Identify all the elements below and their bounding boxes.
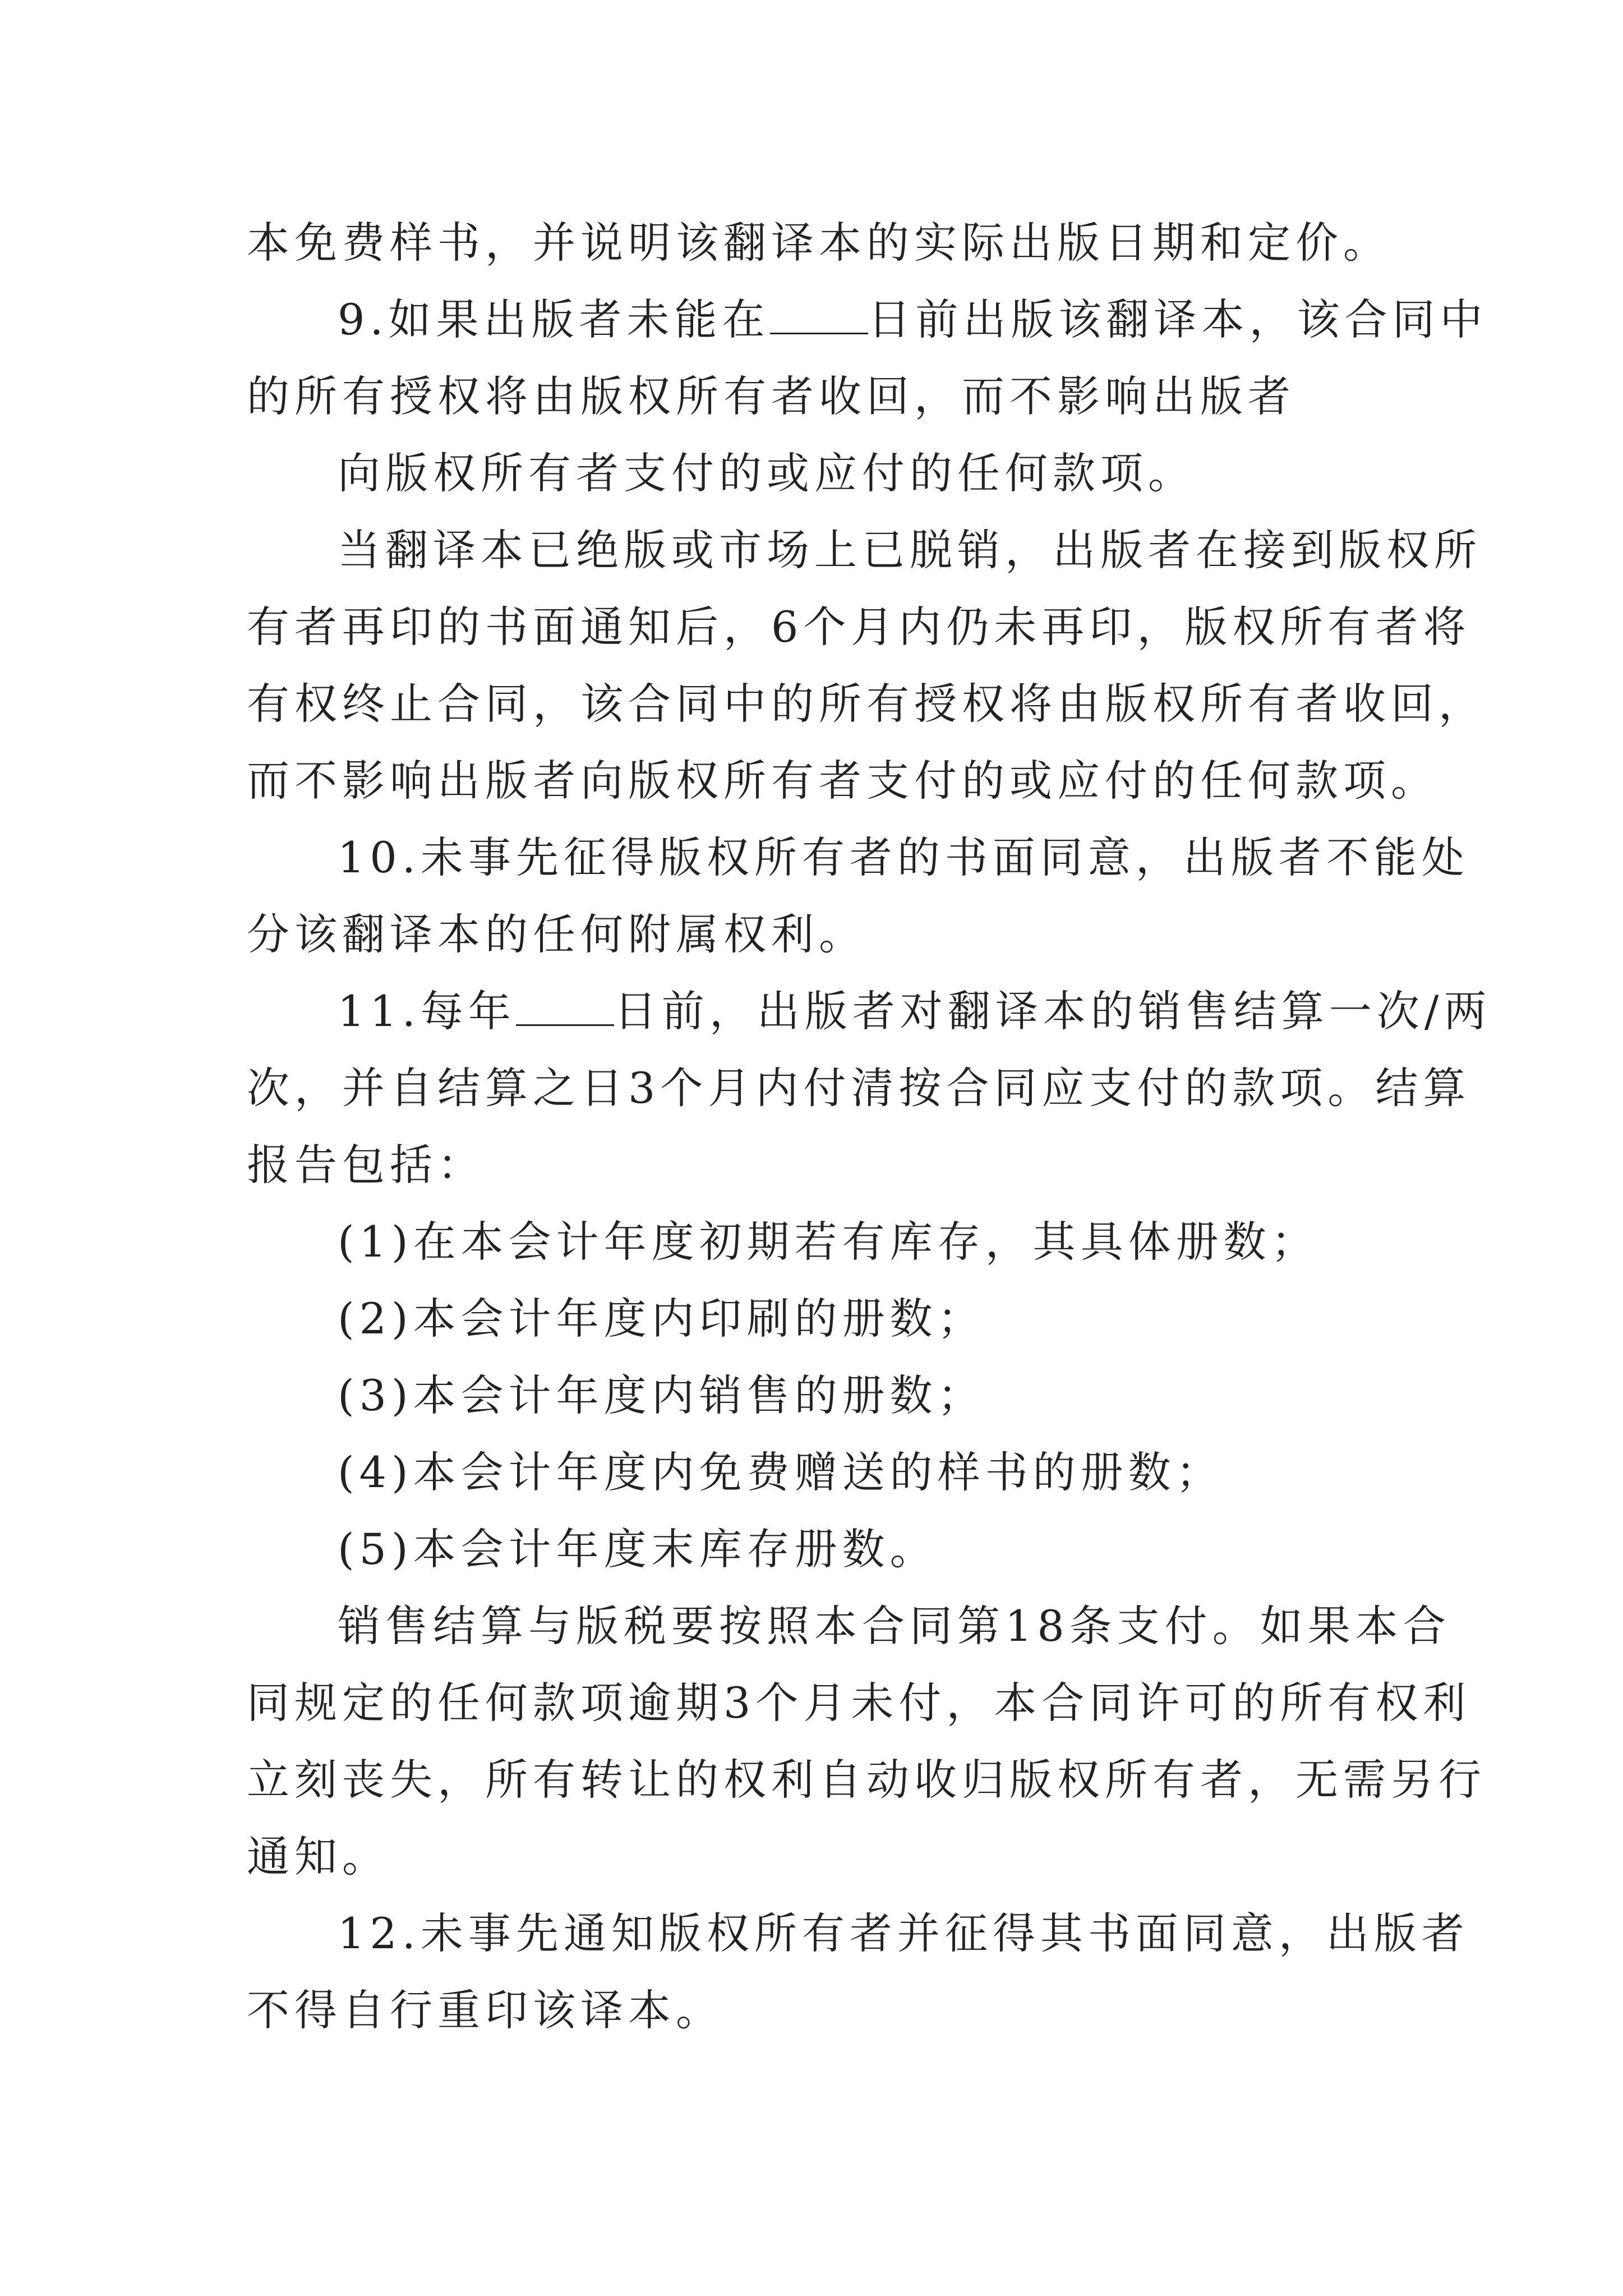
text-line: 有权终止合同，该合同中的所有授权将由版权所有者收回， xyxy=(247,679,1486,729)
clause-9-line xyxy=(338,292,1488,348)
clause-11-line xyxy=(338,983,1491,1039)
text-line: 本免费样书，并说明该翻译本的实际出版日期和定价。 xyxy=(247,218,1391,268)
clause-10-line: 10.未事先征得版权所有者的书面同意，出版者不能处 xyxy=(338,832,1469,882)
list-item: (4)本会计年度内免费赠送的样书的册数； xyxy=(338,1447,1224,1497)
list-item: (2)本会计年度内印刷的册数； xyxy=(338,1294,985,1343)
text-line: 销售结算与版税要按照本合同第18条支付。如果本合 xyxy=(338,1601,1451,1651)
text-line: 立刻丧失，所有转让的权利自动收归版权所有者，无需另行 xyxy=(247,1755,1486,1805)
text-line: 向版权所有者支付的或应付的任何款项。 xyxy=(338,448,1196,498)
text-line: 报告包括： xyxy=(247,1140,485,1190)
text-line: 分该翻译本的任何附属权利。 xyxy=(247,909,866,959)
text-segment: 11.每年 xyxy=(338,986,516,1036)
text-segment: 日前出版该翻译本，该合同中 xyxy=(868,295,1488,344)
text-line: 通知。 xyxy=(247,1832,390,1881)
text-line: 有者再印的书面通知后，6个月内仍未再印，版权所有者将 xyxy=(247,602,1471,652)
text-segment: 日前，出版者对翻译本的销售结算一次/两 xyxy=(614,986,1492,1036)
list-item: (5)本会计年度末库存册数。 xyxy=(338,1524,938,1574)
list-item: (1)在本会计年度初期若有库存，其具体册数； xyxy=(338,1217,1319,1267)
text-line: 不得自行重印该译本。 xyxy=(247,1985,723,2035)
text-line: 而不影响出版者向版权所有者支付的或应付的任何款项。 xyxy=(247,756,1438,806)
text-line: 同规定的任何款项逾期3个月未付，本合同许可的所有权利 xyxy=(247,1678,1471,1728)
text-segment: 9.如果出版者未能在 xyxy=(338,295,770,344)
text-line: 次，并自结算之日3个月内付清按合同应支付的款项。结算 xyxy=(247,1063,1471,1113)
fill-in-blank xyxy=(516,990,614,1026)
list-item: (3)本会计年度内销售的册数； xyxy=(338,1370,985,1420)
text-line: 的所有授权将由版权所有者收回，而不影响出版者 xyxy=(247,371,1295,421)
text-line: 当翻译本已绝版或市场上已脱销，出版者在接到版权所 xyxy=(338,525,1482,575)
fill-in-blank xyxy=(770,298,868,334)
clause-12-line: 12.未事先通知版权所有者并征得其书面同意，出版者 xyxy=(338,1908,1469,1958)
